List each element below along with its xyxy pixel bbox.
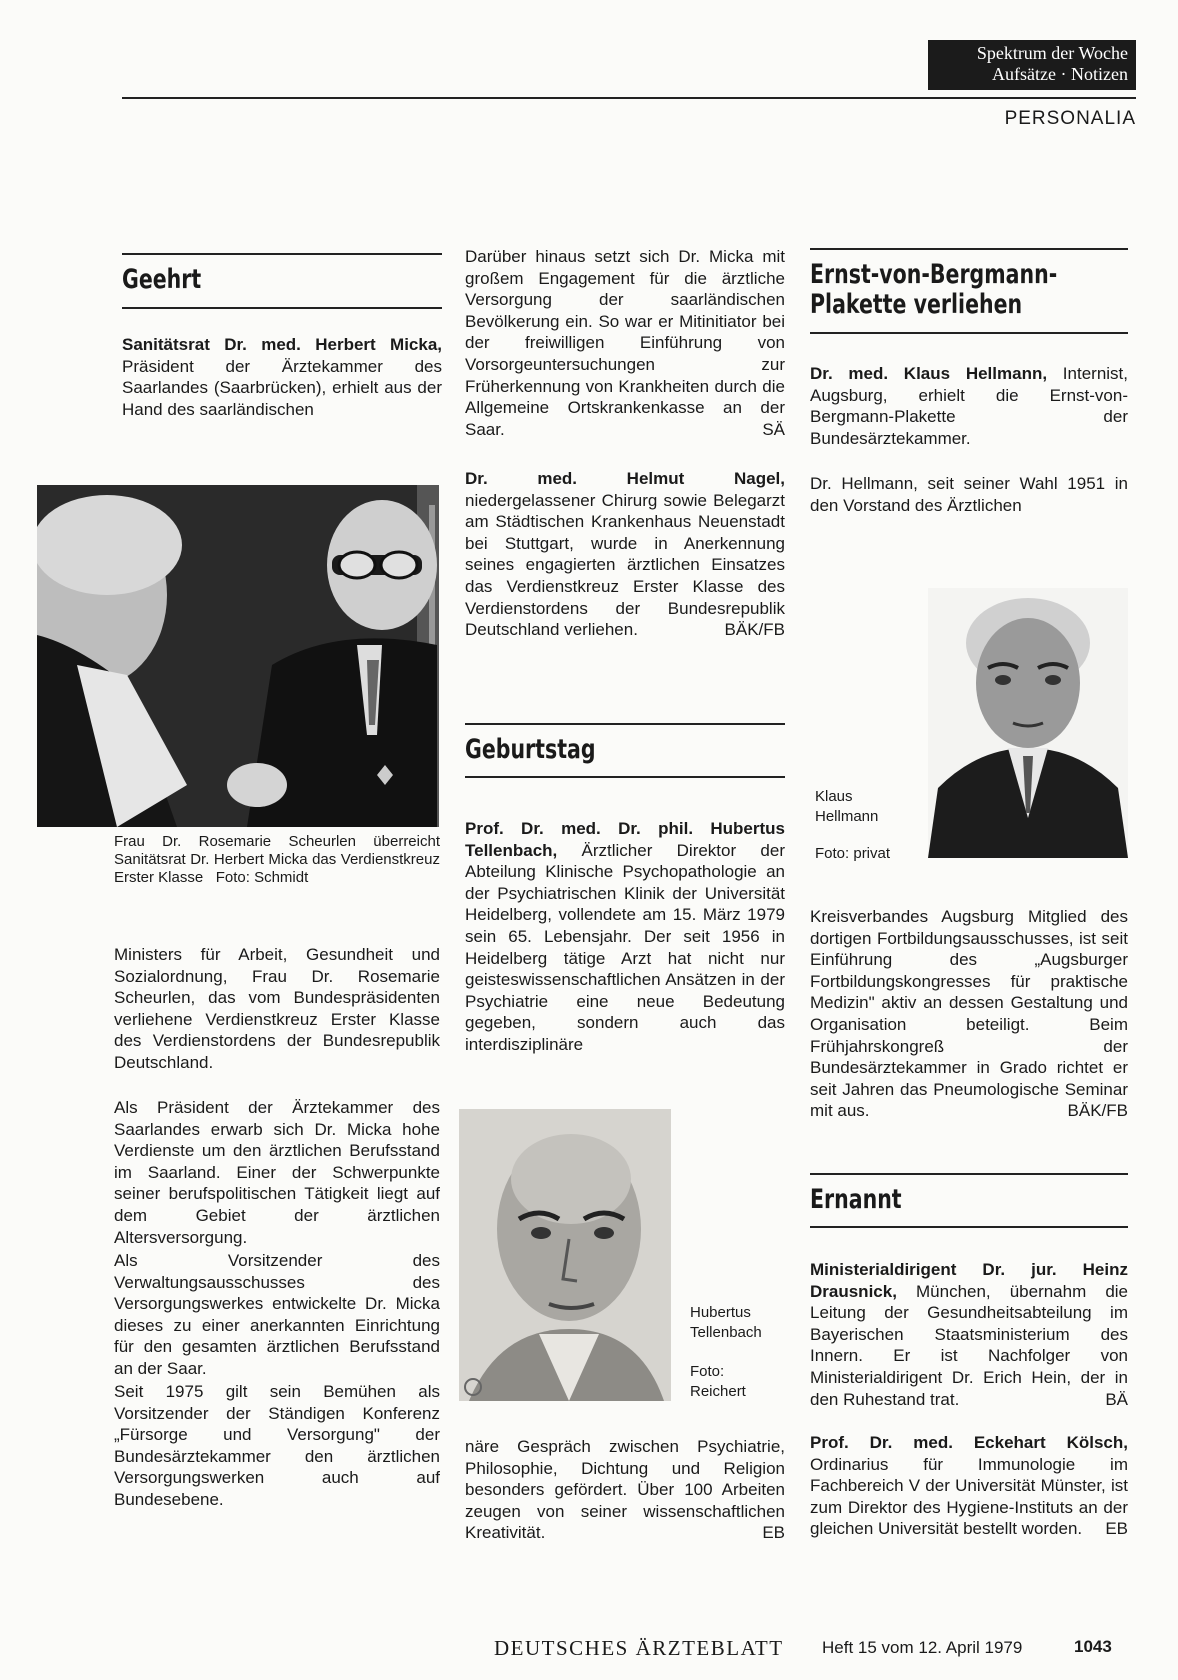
section-label: PERSONALIA — [1004, 108, 1136, 129]
caption-tellenbach-name — [690, 1303, 762, 1342]
paragraph-micka-engagement — [465, 246, 785, 440]
caption-credit-line2: Reichert — [690, 1382, 746, 1400]
signature: EB — [1105, 1519, 1128, 1539]
heading-geehrt: Geehrt — [122, 264, 202, 295]
photo-award-ceremony — [37, 485, 439, 827]
signature: BÄK/FB — [724, 620, 785, 640]
caption-hellmann-credit: Foto: privat — [815, 845, 891, 862]
paragraph-hellmann-board: Dr. Hellmann, seit seiner Wahl 1951 in den Vorstand des Ärztlichen — [810, 474, 1128, 515]
paragraph-tellenbach-continued — [465, 1436, 785, 1544]
signature: SÄ — [762, 419, 785, 439]
photo-hellmann — [928, 588, 1128, 858]
caption-name-line1: Klaus — [815, 788, 853, 805]
badge-line2: Aufsätze · Notizen — [992, 64, 1128, 84]
caption-name-line2: Hellmann — [815, 807, 879, 825]
paragraph-text: Ordinarius für Immunologie im Fachbereich V der Universität Münster, ist zum Direktor des Hygiene-Instituts an der gleichen Universität bestellt worden. — [810, 1454, 1128, 1539]
rule-bergmann-bottom — [810, 332, 1128, 334]
caption-name-line1: Hubertus — [690, 1304, 751, 1321]
photo-hellmann-image — [928, 588, 1128, 858]
name-koelsch: Prof. Dr. med. Eckehart Kölsch, — [810, 1433, 1128, 1452]
paragraph-tellenbach — [465, 818, 785, 1056]
paragraph-micka-conference: Seit 1975 gilt sein Bemühen als Vorsitzender der Ständigen Konferenz „Fürsorge und Versorgung" der Bundesärztekammer den ärztlichen Versorgungswerken auch auf Bundesebene. — [114, 1382, 440, 1509]
heading-ernannt: Ernannt — [810, 1184, 902, 1215]
photo-award-image — [37, 485, 439, 827]
heading-line2: Plakette verliehen — [810, 289, 1023, 320]
issue-info: Heft 15 vom 12. April 1979 — [822, 1638, 1023, 1657]
rule-geehrt-top — [122, 253, 442, 255]
paragraph-hellmann-continued — [810, 906, 1128, 1122]
paragraph-text: näre Gespräch zwischen Psychiatrie, Philosophie, Dichtung und Religion besonders gefördert. Über 100 Arbeiten zeugen von seiner wissenschaftlichen Kreativität. — [465, 1437, 785, 1543]
header-rule — [122, 97, 1136, 99]
paragraph-text: Ärztlicher Direktor der Abteilung Klinische Psychopathologie an der Psychiatrischen Klinik der Universität Heidelberg, vollendete am 15. März 1979 sein 65. Lebensjahr. Der seit 1956 in Heidelberg tätige Arzt hat nicht nur geisteswissenschaftlichen Ansätzen in der Psychiatrie eine neue Bedeutung gegeben, sondern auch das interdisziplinäre — [465, 840, 785, 1054]
photo-tellenbach — [459, 1109, 671, 1401]
caption-name-line2: Tellenbach — [690, 1323, 762, 1341]
rule-ernannt-top — [810, 1173, 1128, 1175]
paragraph-text: Internist, Augsburg, erhielt die Ernst-von-Bergmann-Plakette der Bundesärztekammer. — [810, 364, 1128, 448]
heading-geburtstag: Geburtstag — [465, 734, 596, 765]
paragraph-text: München, übernahm die Leitung der Gesundheitsabteilung im Bayerischen Staatsministerium des Innern. Er ist Nachfolger von Ministerialdirigent Dr. Erich Hein, der in den Ruhestand trat. — [810, 1281, 1128, 1409]
photo-tellenbach-image — [459, 1109, 671, 1401]
rule-geburtstag-bottom — [465, 776, 785, 778]
name-tellenbach: Prof. Dr. med. Dr. phil. Hubertus Tellenbach, — [465, 819, 785, 860]
name-nagel: Dr. med. Helmut Nagel, — [465, 469, 785, 488]
paragraph-drausnick — [810, 1259, 1128, 1410]
caption-credit-line1: Foto: — [690, 1363, 725, 1380]
section-badge — [928, 40, 1136, 90]
paragraph-micka-intro — [122, 334, 442, 420]
paragraph-micka-award: Ministers für Arbeit, Gesundheit und Sozialordnung, Frau Dr. Rosemarie Scheurlen, das vom Bundespräsidenten verliehene Verdienstkreuz Erster Klasse des Verdienstordens der Bundesrepublik Deutschland. — [114, 945, 440, 1072]
heading-bergmann — [810, 260, 1057, 320]
rule-bergmann-top — [810, 248, 1128, 250]
paragraph-hellmann-intro — [810, 363, 1128, 449]
paragraph-text: Darüber hinaus setzt sich Dr. Micka mit großem Engagement für die ärztliche Versorgung der saarländischen Bevölkerung ein. So war er Mitinitiator bei der freiwilligen Einführung von Vorsorgeuntersuchungen zur Früherkennung von Krankheiten durch die Allgemeine Ortskrankenkasse an der Saar. — [465, 247, 785, 439]
rule-ernannt-bottom — [810, 1226, 1128, 1228]
heading-line1: Ernst-von-Bergmann- — [810, 259, 1058, 290]
name-micka: Sanitätsrat Dr. med. Herbert Micka, — [122, 335, 442, 354]
paragraph-text: Präsident der Ärztekammer des Saarlandes (Saarbrücken), erhielt aus der Hand des saarländischen — [122, 356, 442, 419]
rule-geburtstag-top — [465, 723, 785, 725]
paragraph-micka-president: Als Präsident der Ärztekammer des Saarlandes erwarb sich Dr. Micka hohe Verdienste um den ärztlichen Berufsstand im Saarland. Einer der Schwerpunkte seiner berufspolitischen Tätigkeit liegt auf dem Gebiet der ärztlichen Altersversorgung. — [114, 1098, 440, 1247]
caption-hellmann-name — [815, 787, 878, 826]
paragraph-text: Kreisverbandes Augsburg Mitglied des dortigen Fortbildungsausschusses, ist seit Einführung des „Augsburger Fortbildungskongresses für praktische Medizin" aktiv an dessen Gestaltung und Organisation beteiligt. Beim Frühjahrskongreß der Bundesärztekammer in Grado richtet er seit Jahren das Pneumologische Seminar mit aus. — [810, 907, 1128, 1121]
badge-line1: Spektrum der Woche — [976, 43, 1128, 63]
caption-credit: Foto: Schmidt — [215, 869, 309, 886]
page-number: 1043 — [1074, 1637, 1112, 1656]
paragraph-micka-chairman: Als Vorsitzender des Verwaltungsausschusses des Versorgungswerkes entwickelte Dr. Micka dieses zu einer anerkannten Einrichtung für den gesamten ärztlichen Berufsstand an der Saar. — [114, 1251, 440, 1378]
name-drausnick: Ministerialdirigent Dr. jur. Heinz Drausnick, — [810, 1260, 1128, 1301]
paragraph-nagel — [465, 468, 785, 641]
paragraph-koelsch — [810, 1432, 1128, 1540]
paragraph-text: niedergelassener Chirurg sowie Belegarzt am Städtischen Krankenhaus Neuenstadt bei Stuttgart, wurde in Anerkennung seines engagierten ärztlichen Einsatzes das Verdienstkreuz Erster Klasse des Verdienstordens der Bundesrepublik Deutschland verliehen. — [465, 490, 785, 640]
rule-geehrt-bottom — [122, 307, 442, 309]
publication-name: DEUTSCHES ÄRZTEBLATT — [494, 1636, 784, 1660]
caption-text: Frau Dr. Rosemarie Scheurlen überreicht Sanitätsrat Dr. Herbert Micka das Verdienstkreuz Erster Klasse — [114, 833, 440, 886]
name-hellmann: Dr. med. Klaus Hellmann, — [810, 364, 1048, 383]
signature: BÄ — [1105, 1389, 1128, 1409]
caption-tellenbach-credit — [690, 1362, 746, 1401]
caption-award-photo — [114, 833, 440, 887]
signature: BÄK/FB — [1067, 1101, 1128, 1121]
signature: EB — [762, 1523, 785, 1543]
